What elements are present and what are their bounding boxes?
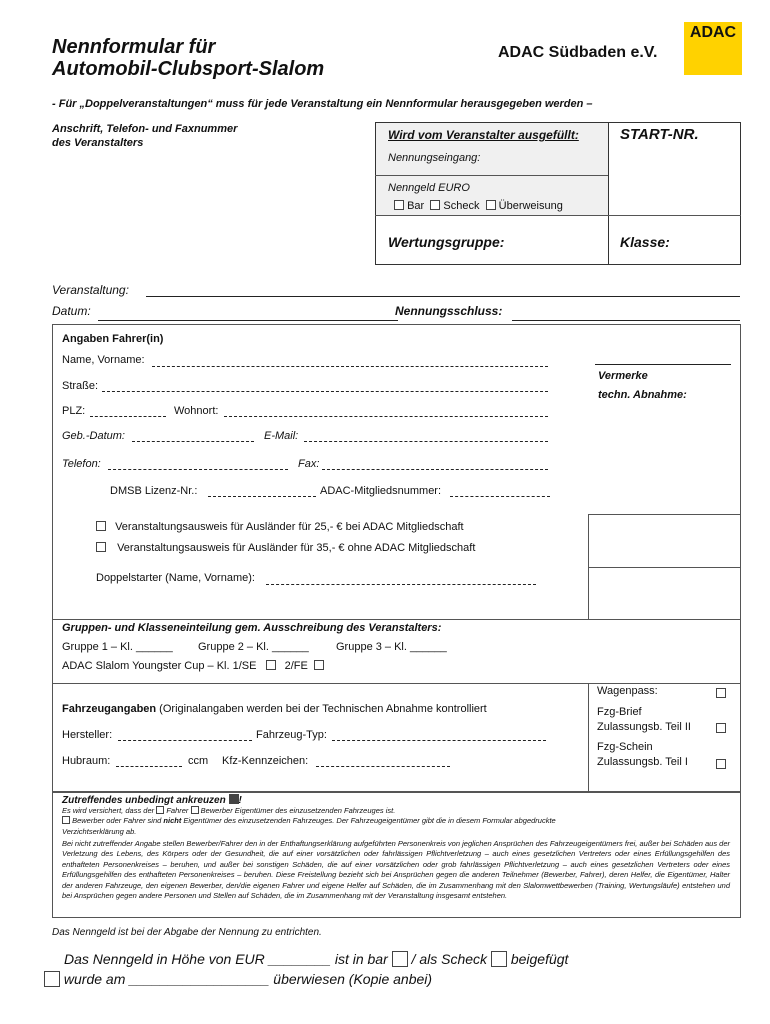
rating-group-label: Wertungsgruppe: xyxy=(388,234,505,250)
driver-owner-label: Fahrer xyxy=(166,806,189,815)
vehicle-title-note: (Originalangaben werden bei der Technischen Abnahme kontrolliert xyxy=(156,703,487,715)
event-field[interactable] xyxy=(146,296,740,297)
transfer-row xyxy=(44,971,432,987)
dmsb-license-label: DMSB Lizenz-Nr.: xyxy=(110,485,198,497)
declaration-legal-text: Bei nicht zutreffender Angabe stellen Bewerber/Fahrer den in der Enthaftungserklärung aufgeführten Personenkreis von jeglichen Ansprüchen des Fahrzeugeigentümers frei, außer bei Schäden aus der Verletzung des Lebens, des Körpers oder der Gesundheit, die auf einer vorsätzlichen oder fahrlässigen Pflichtverletzung – auch eines gesetzlichen Vertreters oder eines Erfüllungsgehilfen des enthafteten Personenkreises – beruhen, und außer bei sonstigen Schäden, die auf einer vorsätzlichen oder grob fahrlässigen Pflichtverletzung – auch eines gesetzlichen Vertreters oder eines Erfüllungsgehilfen des enthafteten Personenkreises – beruhen. Diese Freistellung bezieht sich bei Ansprüchen gegen die anderen Teilnehmer (Bewerber, Fahrer), deren Helfer, die Eigentümer, Halter der anderen Fahrzeuge, den eigenen Bewerber, den/die eigenen Fahrer und eigene Helfer auf Schäden, die im Zusammenhang mit den Slalomwettbewerben (Training, Wertungsläufe) entstehen und bei Ansprüchen gegen andere Personen und Stellen auf Schäden, die im Zusammenhang mit der Veranstaltung insgesamt entstehen. xyxy=(62,839,730,901)
entry-receipt-label: Nennungseingang: xyxy=(388,152,481,164)
fee-amount-text: Das Nenngeld in Höhe von EUR ________ ist in bar xyxy=(64,951,388,967)
remarks-row2 xyxy=(588,567,741,568)
vehicle-papers-divider xyxy=(588,683,589,792)
youngster-fe-checkbox[interactable] xyxy=(314,660,324,670)
displacement-field[interactable] xyxy=(116,766,182,767)
fee-amount-row xyxy=(64,951,568,967)
maker-field[interactable] xyxy=(118,740,252,741)
check-enclosed-checkbox[interactable] xyxy=(491,951,507,967)
organizer-line1 xyxy=(375,175,608,176)
vehicle-registration-label2: Zulassungsb. Teil I xyxy=(597,756,688,768)
start-number-label: START-NR. xyxy=(620,126,699,143)
group2-field[interactable]: Gruppe 2 – Kl. ______ xyxy=(198,641,309,653)
declaration-example-checkbox xyxy=(229,794,239,804)
payment-bar-checkbox[interactable] xyxy=(394,200,404,210)
vehicle-letter-label1: Fzg-Brief xyxy=(597,706,642,718)
transfer-checkbox[interactable] xyxy=(44,971,60,987)
payment-transfer-label: Überweisung xyxy=(498,200,563,212)
payment-transfer-checkbox[interactable] xyxy=(486,200,496,210)
displacement-label: Hubraum: xyxy=(62,755,111,767)
subtitle-note: - Für „Doppelveranstaltungen“ muss für jede Veranstaltung ein Nennformular herausgegeben werden – xyxy=(52,98,593,110)
city-field[interactable] xyxy=(224,416,548,417)
double-starter-label: Doppelstarter (Name, Vorname): xyxy=(96,572,255,584)
declaration-line2 xyxy=(62,816,556,826)
deadline-field[interactable] xyxy=(512,320,740,321)
entrant-owner-label: Bewerber Eigentümer des einzusetzenden Fahrzeuges ist. xyxy=(200,806,396,815)
city-label: Wohnort: xyxy=(174,405,219,417)
wagenpass-checkbox[interactable] xyxy=(716,688,726,698)
vehicle-title xyxy=(62,703,487,715)
zip-field[interactable] xyxy=(90,416,166,417)
permit-member-label: Veranstaltungsausweis für Ausländer für 25,- € bei ADAC Mitgliedschaft xyxy=(115,521,464,533)
enclosed-label: beigefügt xyxy=(510,951,569,967)
payment-check-checkbox[interactable] xyxy=(430,200,440,210)
permit-member-row xyxy=(96,521,464,533)
declaration-line1-text: Es wird versichert, dass der xyxy=(62,806,155,815)
organizer-heading: Wird vom Veranstalter ausgefüllt: xyxy=(388,128,579,142)
declaration-line3: Verzichtserklärung ab. xyxy=(62,827,137,836)
entrant-owner-checkbox[interactable] xyxy=(191,806,199,814)
address-label-line1: Anschrift, Telefon- und Faxnummer xyxy=(52,123,238,135)
form-title-line2: Automobil-Clubsport-Slalom xyxy=(52,58,325,80)
vehicle-registration-checkbox[interactable] xyxy=(716,759,726,769)
birthdate-field[interactable] xyxy=(132,441,254,442)
youngster-cup-label: ADAC Slalom Youngster Cup – Kl. 1/SE xyxy=(62,660,257,672)
dmsb-license-field[interactable] xyxy=(208,496,316,497)
youngster-fe-label: 2/FE xyxy=(284,660,308,672)
declaration-title: Zutreffendes unbedingt ankreuzen ! xyxy=(62,795,242,806)
payment-bar-label: Bar xyxy=(407,200,425,212)
declaration-line2-text-a: Bewerber oder Fahrer sind xyxy=(72,816,162,825)
youngster-se-checkbox[interactable] xyxy=(266,660,276,670)
form-title-line1: Nennformular für xyxy=(52,36,216,58)
transfer-text: wurde am __________________ überwiesen (Kopie anbei) xyxy=(63,971,433,987)
wagenpass-label: Wagenpass: xyxy=(597,685,658,697)
fax-field[interactable] xyxy=(322,469,548,470)
adac-member-label: ADAC-Mitgliedsnummer: xyxy=(320,485,442,497)
date-label: Datum: xyxy=(52,304,91,318)
email-label: E-Mail: xyxy=(264,430,299,442)
vehicle-top-line xyxy=(52,683,741,684)
not-owner-checkbox[interactable] xyxy=(62,816,70,824)
remarks-label: Vermerke xyxy=(598,370,648,382)
plate-label: Kfz-Kennzeichen: xyxy=(222,755,309,767)
vehicle-letter-label2: Zulassungsb. Teil II xyxy=(597,721,691,733)
name-label: Name, Vorname: xyxy=(62,354,145,366)
declaration-line1 xyxy=(62,806,395,816)
fee-payment-note: Das Nenngeld ist bei der Abgabe der Nennung zu entrichten. xyxy=(52,927,322,938)
double-starter-field[interactable] xyxy=(266,584,536,585)
permit-nonmember-row xyxy=(96,542,475,554)
vehicle-letter-checkbox[interactable] xyxy=(716,723,726,733)
vehicle-type-label: Fahrzeug-Typ: xyxy=(256,729,327,741)
permit-nonmember-checkbox[interactable] xyxy=(96,542,106,552)
birthdate-label: Geb.-Datum: xyxy=(62,430,125,442)
driver-owner-checkbox[interactable] xyxy=(156,806,164,814)
adac-member-field[interactable] xyxy=(450,496,550,497)
fax-label: Fax: xyxy=(298,458,320,470)
youngster-cup-row xyxy=(62,660,324,672)
maker-label: Hersteller: xyxy=(62,729,113,741)
vehicle-title-bold: Fahrzeugangaben xyxy=(62,703,157,715)
declaration-line2-emph: nicht xyxy=(163,816,182,825)
deadline-label: Nennungsschluss: xyxy=(395,304,503,318)
class-label: Klasse: xyxy=(620,234,670,250)
remarks-row1 xyxy=(588,514,741,515)
group3-field[interactable]: Gruppe 3 – Kl. ______ xyxy=(336,641,447,653)
date-field[interactable] xyxy=(98,320,398,321)
payment-check-label: Scheck xyxy=(443,200,480,212)
email-field[interactable] xyxy=(304,441,548,442)
vehicle-registration-label1: Fzg-Schein xyxy=(597,741,653,753)
address-label-line2: des Veranstalters xyxy=(52,137,144,149)
plate-field[interactable] xyxy=(316,766,450,767)
name-field[interactable] xyxy=(152,366,548,367)
organization-name: ADAC Südbaden e.V. xyxy=(498,44,658,61)
declaration-title-text: Zutreffendes unbedingt ankreuzen xyxy=(62,795,226,806)
street-label: Straße: xyxy=(62,380,99,392)
as-check-label: / als Scheck xyxy=(411,951,488,967)
groups-title: Gruppen- und Klasseneinteilung gem. Ausschreibung des Veranstalters: xyxy=(62,622,442,634)
event-label: Veranstaltung: xyxy=(52,283,129,297)
declaration-line2-text-b: Eigentümer des einzusetzenden Fahrzeuges. Der Fahrzeugeigentümer gibt die in diesem Formular abgedruckte xyxy=(183,816,556,825)
cash-checkbox[interactable] xyxy=(392,951,408,967)
groups-top-line xyxy=(52,619,741,620)
entry-fee-label: Nenngeld EURO xyxy=(388,182,470,194)
phone-field[interactable] xyxy=(108,469,288,470)
driver-section-title: Angaben Fahrer(in) xyxy=(62,333,164,345)
permit-member-checkbox[interactable] xyxy=(96,521,106,531)
street-field[interactable] xyxy=(102,391,548,392)
adac-logo: ADAC xyxy=(684,22,742,75)
organizer-line2 xyxy=(375,215,741,216)
vehicle-type-field[interactable] xyxy=(332,740,546,741)
phone-label: Telefon: xyxy=(62,458,101,470)
zip-label: PLZ: xyxy=(62,405,86,417)
organizer-divider xyxy=(608,122,609,265)
tech-inspection-label: techn. Abnahme: xyxy=(598,389,687,401)
ccm-unit: ccm xyxy=(188,755,209,767)
group1-field[interactable]: Gruppe 1 – Kl. ______ xyxy=(62,641,173,653)
remarks-top-line xyxy=(595,364,731,365)
payment-options xyxy=(394,200,563,212)
permit-nonmember-label: Veranstaltungsausweis für Ausländer für 35,- € ohne ADAC Mitgliedschaft xyxy=(117,542,476,554)
